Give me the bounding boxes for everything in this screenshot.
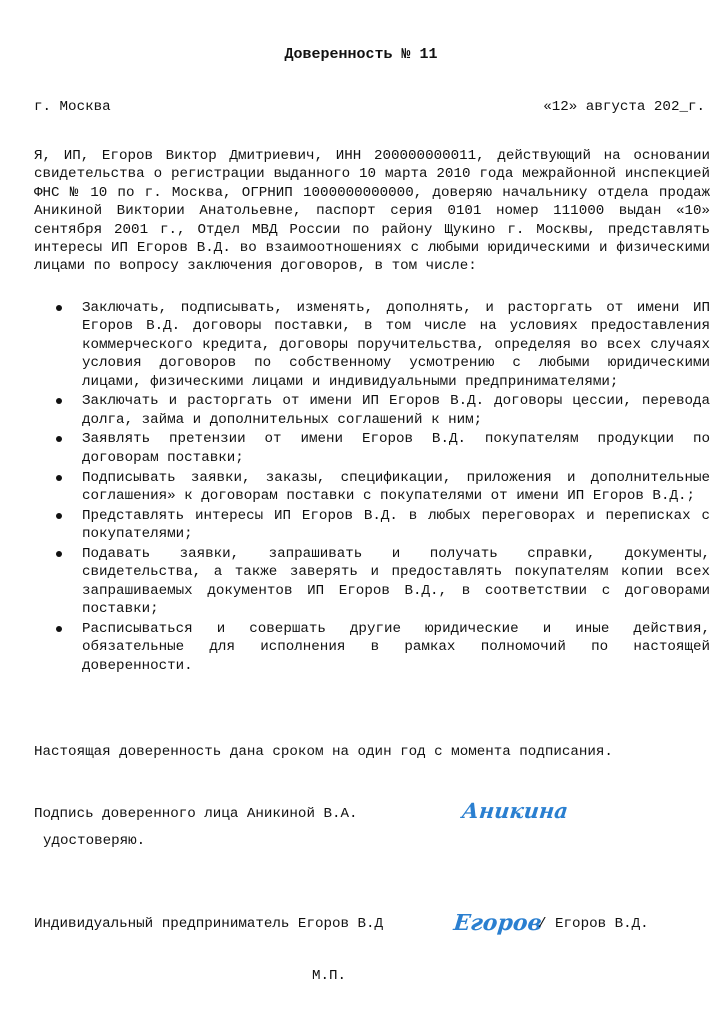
list-item	[34, 620, 710, 675]
list-item-text: Заключать, подписывать, изменять, дополнять, и расторгать от имени ИП Егоров В.Д. договоры поставки, в том числе на условиях предоставления коммерческого кредита, договоры поручительства, определяя во всех случаях условия договоров по собственному усмотрению с любыми юридическими лицами, физическими лицами и индивидуальными предпринимателями;	[82, 300, 710, 390]
powers-list	[34, 299, 710, 676]
validity-statement: Настоящая доверенность дана сроком на один год с момента подписания.	[34, 744, 613, 760]
list-item-text: Расписываться и совершать другие юридические и иные действия, обязательные для исполнения в рамках полномочий по настоящей доверенности.	[82, 620, 710, 674]
attestation-confirm: удостоверяю.	[43, 833, 146, 849]
bullet-icon	[56, 436, 62, 442]
city: г. Москва	[34, 99, 111, 115]
egorov-signature-text: Егоров	[452, 910, 544, 936]
bullet-icon	[56, 305, 62, 311]
document-title: Доверенность № 11	[284, 46, 438, 63]
list-item	[34, 299, 710, 391]
list-item-text: Заключать и расторгать от имени ИП Егоров В.Д. договоры цессии, перевода долга, займа и дополнительных соглашений к ним;	[82, 393, 710, 428]
bullet-icon	[56, 475, 62, 481]
bullet-icon	[56, 398, 62, 404]
list-item	[34, 507, 710, 544]
list-item	[34, 469, 710, 506]
bullet-icon	[56, 626, 62, 632]
bullet-icon	[56, 513, 62, 519]
list-item-text: Подавать заявки, запрашивать и получать справки, документы, свидетельства, а также заверять и предоставлять покупателям копии всех запрашиваемых документов ИП Егоров В.Д., в соответствии с договорами поставки;	[82, 545, 710, 617]
list-item-text: Подписывать заявки, заказы, спецификации, приложения и дополнительные соглашения» к договорам поставки с покупателями от имени ИП Егоров В.Д.;	[82, 469, 710, 504]
anikina-signature	[460, 792, 570, 828]
stamp-placeholder: М.П.	[312, 968, 347, 984]
principal-label: Индивидуальный предприниматель Егоров В.Д	[34, 916, 384, 932]
list-item-text: Представлять интересы ИП Егоров В.Д. в любых переговорах и переписках с покупателями;	[82, 507, 710, 543]
anikina-signature-text: Аникина	[460, 798, 570, 823]
list-item-text: Заявлять претензии от имени Егоров В.Д. покупателям продукции по договорам поставки;	[82, 431, 710, 466]
bullet-icon	[56, 551, 62, 557]
list-item	[34, 430, 710, 467]
egorov-signature	[452, 902, 544, 942]
principal-name: / Егоров В.Д.	[538, 916, 649, 932]
intro-paragraph: Я, ИП, Егоров Виктор Дмитриевич, ИНН 200000000011, действующий на основании свидетельства о регистрации выданного 10 марта 2010 года межрайонной инспекцией ФНС № 10 по г. Москва, ОГРНИП 1000000000000, доверяю начальнику отдела продаж Аникиной Виктории Анатольевне, паспорт серия 0101 номер 111000 выдан «10» сентября 2001 г., Отдел МВД России по району Щукино г. Москвы, представлять интересы ИП Егоров В.Д. во взаимоотношениях с любыми юридическими и физическими лицами по вопросу заключения договоров, в том числе:	[34, 148, 710, 275]
attestation-line: Подпись доверенного лица Аникиной В.А.	[34, 806, 358, 822]
list-item	[34, 392, 710, 429]
document-date: «12» августа 202_г.	[543, 99, 705, 115]
list-item	[34, 545, 710, 619]
